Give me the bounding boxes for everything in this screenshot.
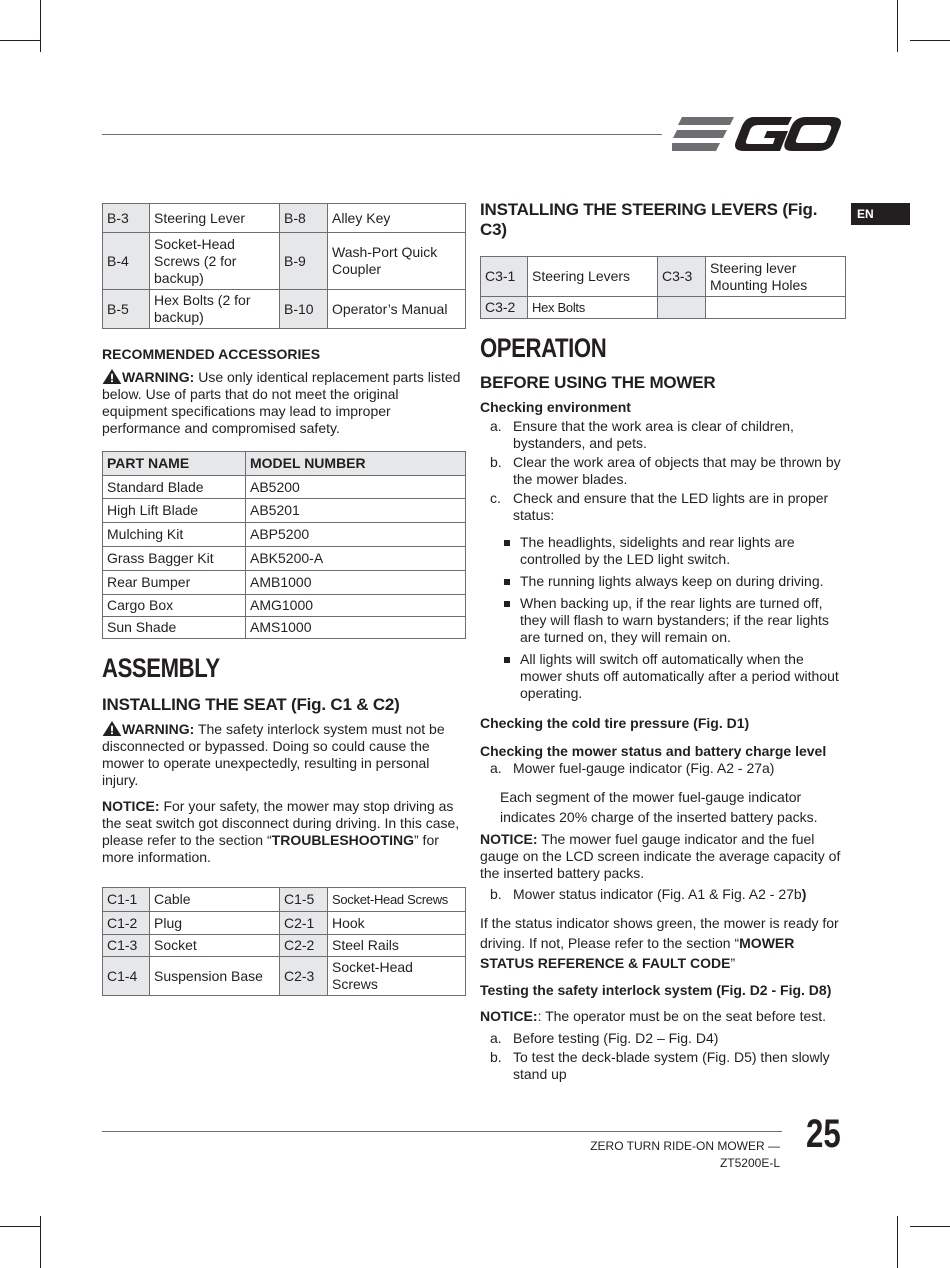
list-item: The running lights always keep on during driving. (480, 573, 846, 590)
list-item (480, 454, 846, 488)
part-name: Rear Bumper (103, 571, 246, 595)
list-marker: a. (490, 1030, 502, 1046)
table-row (103, 547, 466, 571)
crop-mark (910, 1226, 950, 1227)
table-row (481, 297, 846, 319)
part-name: Grass Bagger Kit (103, 547, 246, 571)
table-row (481, 257, 846, 297)
led-bullet-list (480, 534, 846, 702)
warning-text: Use only identical replacement parts listed below. Use of parts that do not meet the original equipment specifications may lead to improper performance and compromised safety. (102, 369, 461, 436)
list-marker: a. (490, 760, 502, 776)
list-item: When backing up, if the rear lights are turned off, they will flash to warn bystanders; if the rear lights are turned on, they will remain on. (480, 595, 846, 646)
part-code: C1-5 (280, 888, 328, 912)
table-row (103, 888, 466, 912)
operation-heading: OPERATION (480, 333, 607, 363)
table-row (103, 523, 466, 547)
crop-mark (897, 1216, 898, 1268)
list-text: Mower status indicator (Fig. A1 & Fig. A2 - 27b (513, 886, 802, 902)
list-text: Check and ensure that the LED lights are in proper status: (513, 490, 829, 523)
part-code: C3-2 (481, 297, 528, 319)
part-code: C3-1 (481, 257, 528, 297)
interlock-notice (480, 1008, 846, 1025)
part-name: Steel Rails (328, 935, 466, 957)
notice-text: For your safety, the mower may stop driving as the seat switch got disconnect during driving. In this case, please refer to the section “ (102, 798, 460, 848)
part-name: Socket-Head Screws (2 for backup) (150, 233, 280, 290)
part-name: Hex Bolts (528, 297, 658, 319)
list-marker: c. (490, 490, 501, 506)
crop-mark (0, 40, 40, 41)
part-name: Steering Levers (528, 257, 658, 297)
warning-label: WARNING: (122, 369, 195, 385)
green-text: If the status indicator shows green, the mower is ready for driving. If not, Please refer to the section “ (480, 915, 839, 951)
seat-heading: INSTALLING THE SEAT (Fig. C1 & C2) (102, 695, 400, 714)
table-row (103, 476, 466, 499)
part-name: Mulching Kit (103, 523, 246, 547)
list-item: All lights will switch off automatically when the mower shuts off automatically after a period without operating. (480, 651, 846, 702)
table-row (103, 499, 466, 523)
part-code: B-4 (103, 233, 150, 290)
model-number: AB5200 (246, 476, 466, 499)
part-name (706, 297, 846, 319)
list-marker: a. (490, 418, 502, 434)
part-code: C1-3 (103, 935, 150, 957)
list-item (480, 418, 846, 452)
list-text: Mower fuel-gauge indicator (Fig. A2 - 27a) (513, 760, 775, 776)
list-item (480, 760, 846, 777)
right-column (480, 200, 846, 1085)
part-name: Sun Shade (103, 617, 246, 639)
language-tab: EN (851, 203, 910, 225)
list-marker: b. (490, 886, 502, 902)
tire-pressure-heading: Checking the cold tire pressure (Fig. D1) (480, 715, 750, 731)
environment-list (480, 418, 846, 524)
part-name: Operator’s Manual (328, 290, 466, 329)
status-list-a (480, 760, 846, 777)
part-name: Wash-Port Quick Coupler (328, 233, 466, 290)
model-number: AMG1000 (246, 595, 466, 617)
crop-mark (40, 0, 41, 52)
model-number: ABP5200 (246, 523, 466, 547)
list-text: Clear the work area of objects that may be thrown by the mower blades. (513, 454, 841, 487)
table-row (103, 204, 466, 233)
part-code: B-8 (280, 204, 328, 233)
model-number: AMB1000 (246, 571, 466, 595)
table-row (103, 935, 466, 957)
list-item (480, 490, 846, 524)
crop-mark (0, 1226, 40, 1227)
green-end: ” (730, 955, 736, 971)
part-name: Hex Bolts (2 for backup) (150, 290, 280, 329)
status-heading: Checking the mower status and battery charge level (480, 743, 827, 759)
part-code: C1-1 (103, 888, 150, 912)
assembly-heading: ASSEMBLY (102, 653, 220, 683)
parts-table-c (102, 887, 466, 996)
part-code: C2-1 (280, 912, 328, 935)
list-text: To test the deck-blade system (Fig. D5) then slowly stand up (513, 1049, 830, 1082)
before-using-heading: BEFORE USING THE MOWER (480, 373, 716, 392)
part-name: Plug (150, 912, 280, 935)
notice-label: NOTICE: (102, 798, 160, 814)
seat-warning (102, 721, 466, 789)
part-name: Socket-Head Screws (328, 957, 466, 996)
part-name: Steering lever Mounting Holes (706, 257, 846, 297)
green-bold: MOWER STATUS REFERENCE & FAULT CODE (480, 935, 795, 971)
list-marker: b. (490, 1049, 502, 1065)
model-number: ABK5200-A (246, 547, 466, 571)
part-code: B-3 (103, 204, 150, 233)
column-header-part: PART NAME (103, 452, 246, 476)
list-item (480, 1030, 846, 1047)
list-text: Ensure that the work area is clear of children, bystanders, and pets. (513, 418, 794, 451)
steering-table (480, 256, 846, 319)
environment-heading: Checking environment (480, 399, 631, 415)
status-green-text (480, 913, 846, 973)
notice-text: : The operator must be on the seat before test. (537, 1008, 827, 1024)
crop-mark (897, 0, 898, 52)
parts-table-b (102, 203, 466, 329)
steering-heading: INSTALLING THE STEERING LEVERS (Fig. C3) (480, 200, 818, 239)
crop-mark (40, 1216, 41, 1268)
part-name: Hook (328, 912, 466, 935)
ego-logo (672, 114, 844, 154)
segment-text: Each segment of the mower fuel-gauge indicator indicates 20% charge of the inserted battery packs. (500, 789, 818, 825)
notice-text: The mower fuel gauge indicator and the fuel gauge on the LCD screen indicate the average capacity of the inserted battery packs. (480, 831, 841, 881)
status-list-b (480, 886, 846, 903)
part-name: High Lift Blade (103, 499, 246, 523)
list-text-end: ) (801, 886, 807, 902)
part-name: Socket-Head Screws (328, 888, 466, 912)
list-item (480, 1049, 846, 1083)
warning-icon (102, 721, 122, 736)
part-name: Cargo Box (103, 595, 246, 617)
table-row (103, 912, 466, 935)
warning-label: WARNING: (122, 721, 195, 737)
table-row (103, 957, 466, 996)
notice-text-end: ” for more information. (102, 832, 439, 865)
model-number: AMS1000 (246, 617, 466, 639)
interlock-heading: Testing the safety interlock system (Fig. D2 - Fig. D8) (480, 982, 832, 998)
warning-text: The safety interlock system must not be disconnected or bypassed. Doing so could cause the mower to operate unexpectedly, resulting in personal injury. (102, 721, 445, 788)
list-item (480, 886, 846, 903)
fuel-notice (480, 831, 846, 882)
footer-title: ZERO TURN RIDE-ON MOWER — ZT5200E-L (590, 1139, 780, 1170)
test-list (480, 1030, 846, 1083)
part-code: C2-2 (280, 935, 328, 957)
list-text: Before testing (Fig. D2 – Fig. D4) (513, 1030, 719, 1046)
notice-label: NOTICE: (480, 1008, 538, 1024)
accessories-warning (102, 369, 466, 437)
seat-notice (102, 798, 466, 866)
crop-mark (910, 40, 950, 41)
warning-icon (102, 369, 122, 384)
part-code (658, 297, 706, 319)
part-code: B-10 (280, 290, 328, 329)
part-code: B-5 (103, 290, 150, 329)
part-name: Cable (150, 888, 280, 912)
table-row (103, 233, 466, 290)
table-row (103, 571, 466, 595)
part-code: C1-4 (103, 957, 150, 996)
page-number: 25 (806, 1112, 841, 1156)
accessories-heading: RECOMMENDED ACCESSORIES (102, 346, 321, 362)
table-row (103, 617, 466, 639)
footer-rule (102, 1131, 782, 1132)
part-code: C3-3 (658, 257, 706, 297)
table-row (103, 290, 466, 329)
part-name: Standard Blade (103, 476, 246, 499)
part-code: B-9 (280, 233, 328, 290)
accessories-table (102, 451, 466, 639)
table-header-row (103, 452, 466, 476)
column-header-model: MODEL NUMBER (246, 452, 466, 476)
part-code: C1-2 (103, 912, 150, 935)
part-code: C2-3 (280, 957, 328, 996)
left-column (102, 203, 466, 996)
list-item: The headlights, sidelights and rear lights are controlled by the LED light switch. (480, 534, 846, 568)
part-name: Suspension Base (150, 957, 280, 996)
part-name: Steering Lever (150, 204, 280, 233)
notice-label: NOTICE: (480, 831, 538, 847)
list-marker: b. (490, 454, 502, 470)
header-rule (102, 134, 662, 135)
part-name: Alley Key (328, 204, 466, 233)
notice-bold: TROUBLESHOOTING (271, 832, 414, 848)
table-row (103, 595, 466, 617)
model-number: AB5201 (246, 499, 466, 523)
part-name: Socket (150, 935, 280, 957)
